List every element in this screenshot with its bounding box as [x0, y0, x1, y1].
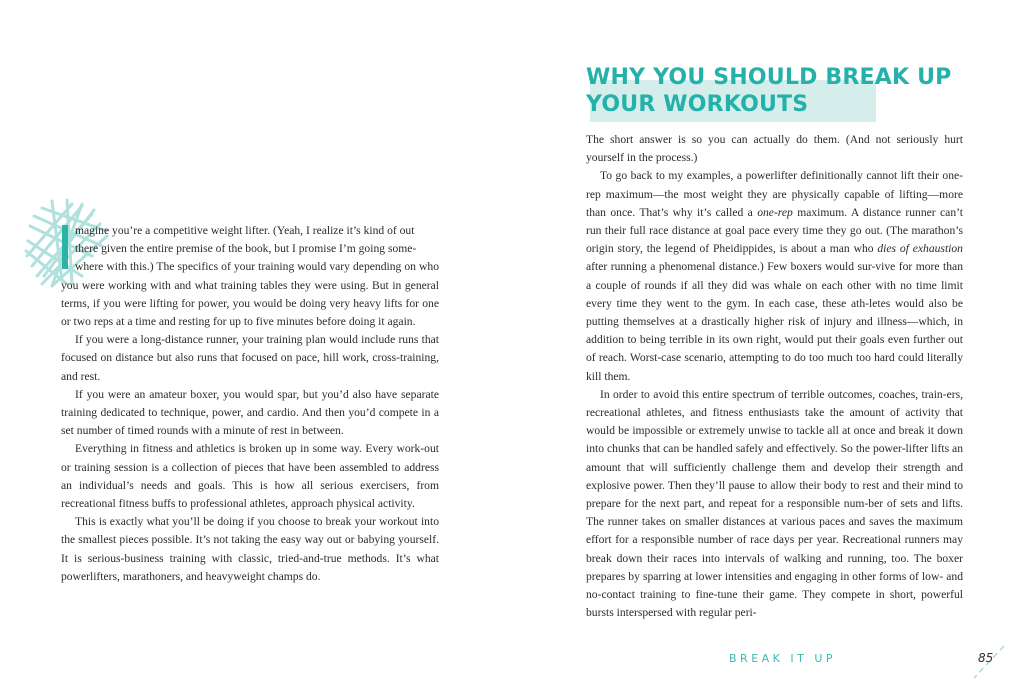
paragraph [586, 167, 963, 385]
text-line: magine you’re a competitive weight lifter. (Yeah, I realize it’s kind of out [75, 224, 415, 237]
text-run: To go back to my examples, a powerlifter definitionally cannot lift their one-rep maximum—the most weight they are physically capable of lifting—more than once. That’s why it’s called a [586, 169, 963, 219]
paragraph: If you were a long-distance runner, your training plan would include runs that focused on distance but also runs that focused on pace, hill work, cross-training, and rest. [61, 333, 439, 383]
emphasis: dies of exhaustion [877, 242, 963, 256]
text-line: where with this.) [75, 260, 154, 274]
emphasis: one-rep [757, 205, 793, 219]
right-body-text [586, 131, 963, 622]
paragraph: In order to avoid this entire spectrum of terrible outcomes, coaches, train-ers, recreational athletes, and fitness enthusiasts take the amount of activity that would be impossible or extremely unwise to tackle all at once and break it down into chunks that can be handled safely and effectively. So the power-lifter lifts an amount that will sufficiently challenge them and develop their strength and explosive power. Then they’ll pause to allow their body to rest and their mind to prepare for the next part, and repeat for a responsible num-ber of sets and lifts. The runner takes on smaller distances at various paces and saves the maximum effort for a responsible number of race days per year. Recreational runners may break down their races into intervals of walking and running, too. The boxer prepares by sparring at lower intensities and engaging in other forms of low- and no-contact training to fine-tune their game. They compete in short, powerful bursts interspersed with regular peri- [586, 387, 963, 620]
heading-line: WHY YOU SHOULD BREAK UP [586, 65, 952, 90]
heading-line: YOUR WORKOUTS [586, 92, 809, 117]
paragraph: This is exactly what you’ll be doing if you choose to break your workout into the smallest pieces possible. It’s not taking the easy way out or babying yourself. It is serious-business training with classic, tried-and-true methods. It’s what powerlifters, marathoners, and heavyweight champs do. [61, 515, 439, 583]
paragraph: The short answer is so you can actually do them. (And not seriously hurt yourself in the process.) [586, 133, 963, 165]
text-line: there given the entire premise of the book, but I promise I’m going some- [75, 242, 417, 256]
text-run: after running a phenomenal distance.) Few boxers would sur-vive for more than a couple of rounds if all they did was whale on each other with no time limit every time they went to the gym. In each case, these ath-letes would also be putting themselves at a drastically higher risk of injury and illness—which, in addition to being terrible in its own right, would put their goals even further out of reach. Worst-case scenario, attempting to do too much too hard could literally kill them. [586, 260, 963, 383]
section-heading [586, 64, 951, 118]
left-body-text [61, 222, 439, 586]
paragraph: If you were an amateur boxer, you would spar, but you’d also have separate training dedicated to technique, power, and cardio. And then you’d compete in a set number of timed rounds with a minute of rest in between. [61, 387, 439, 438]
page-number: 85 [978, 651, 994, 665]
text-run: The specifics of your training would vary depending on who you were working with and what training tables they were using. But in general terms, if you were lifting for power, you would be doing very heavy lifts for one or two reps at a time and resting for up to five minutes before doing it again. [61, 260, 439, 329]
running-title: BREAK IT UP [729, 652, 837, 665]
paragraph: Everything in fitness and athletics is broken up in some way. Every work-out or training session is a collection of pieces that have been assembled to address an individual’s needs and goals. This is how all serious exercisers, from recreational fitness buffs to professional athletes, approach physical activity. [61, 442, 439, 511]
paragraph [61, 222, 439, 331]
text-run: maximum. A distance runner can’t run their full race distance at goal pace every time they go out. (The marathon’s origin story, the legend of Pheidippides, is about a man who [586, 205, 963, 256]
